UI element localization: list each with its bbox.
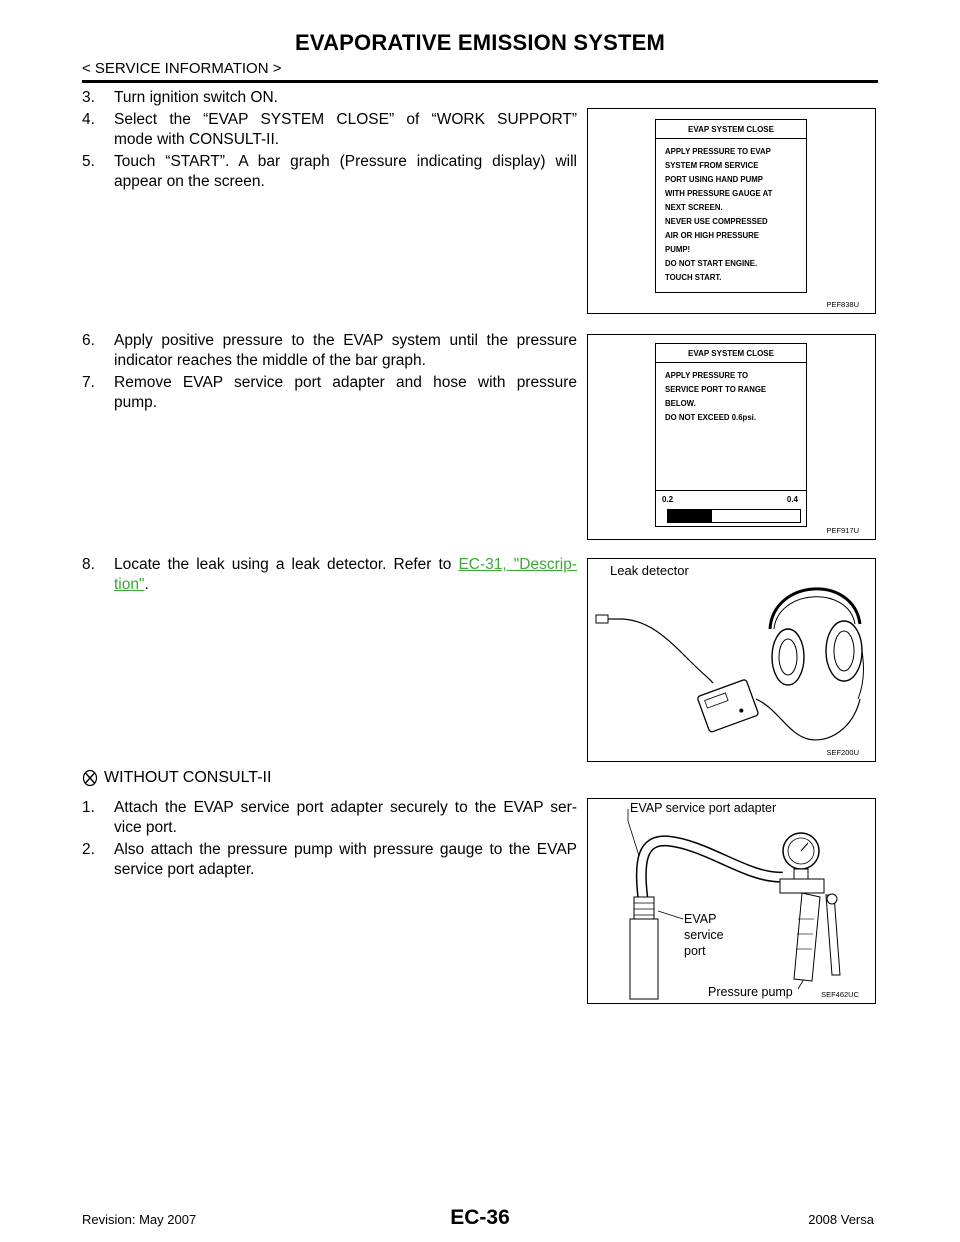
step-text: Turn ignition switch ON.	[114, 89, 278, 106]
step-text-cont: vice port.	[114, 819, 177, 836]
scale-max-label: 0.4	[786, 495, 798, 504]
screen-title: EVAP SYSTEM CLOSE	[656, 344, 806, 363]
pump-label: Pressure pump	[708, 985, 793, 999]
step-7	[82, 373, 577, 413]
step-text: Touch “START”. A bar graph (Pressure indicating display) will	[114, 153, 577, 170]
leak-detector-label: Leak detector	[610, 563, 689, 578]
port-label-line-3: port	[684, 944, 706, 958]
step-text: Remove EVAP service port adapter and hose with pressure	[114, 374, 577, 391]
step-8	[82, 555, 577, 595]
screen-line: WITH PRESSURE GAUGE AT	[665, 189, 773, 198]
screen-instructions	[656, 139, 806, 285]
ec-31-description-link[interactable]: EC-31, "Descrip-	[458, 556, 577, 573]
screen-line: TOUCH START.	[665, 273, 722, 282]
consult-screen	[655, 119, 807, 293]
ec-31-description-link-cont[interactable]: tion"	[114, 576, 145, 593]
screen-line: PORT USING HAND PUMP	[665, 175, 763, 184]
screen-line: NEXT SCREEN.	[665, 203, 723, 212]
screen-title: EVAP SYSTEM CLOSE	[656, 120, 806, 139]
step-text-cont: appear on the screen.	[114, 173, 265, 190]
step-number: 6.	[82, 332, 95, 349]
pump-adapter-illustration	[588, 799, 875, 1003]
step-text: Apply positive pressure to the EVAP system until the pressure	[114, 332, 577, 349]
figure-id: PEF917U	[826, 526, 859, 535]
step-text-cont: pump.	[114, 394, 158, 411]
screen-line: BELOW.	[665, 399, 696, 408]
figure-id: SEF200U	[826, 748, 859, 757]
step-number: 2.	[82, 841, 95, 858]
screen-line: DO NOT EXCEED 0.6psi.	[665, 413, 756, 422]
step-text: Also attach the pressure pump with pressure gauge to the EVAP	[114, 841, 577, 858]
header-divider	[82, 80, 878, 83]
consult-screen	[655, 343, 807, 527]
screen-line: PUMP!	[665, 245, 691, 254]
screen-line: SERVICE PORT TO RANGE	[665, 385, 767, 394]
figure-id: PEF838U	[826, 300, 859, 309]
figure-pef838u	[587, 108, 876, 314]
screen-line: APPLY PRESSURE TO EVAP	[665, 147, 771, 156]
no-consult-icon	[82, 769, 98, 787]
step-number: 4.	[82, 111, 95, 128]
port-label-line-2: service	[684, 928, 724, 942]
step-number: 1.	[82, 799, 95, 816]
revision-date: Revision: May 2007	[82, 1212, 197, 1227]
step-number: 5.	[82, 153, 95, 170]
step-number: 3.	[82, 89, 95, 106]
step-text: Locate the leak using a leak detector. Refer to	[114, 556, 459, 573]
scale-divider	[656, 490, 806, 491]
step-text: Attach the EVAP service port adapter securely to the EVAP ser-	[114, 799, 577, 816]
step-text-cont: service port adapter.	[114, 861, 255, 878]
step-b-1	[82, 798, 577, 838]
step-4	[82, 110, 577, 150]
step-text: Select the “EVAP SYSTEM CLOSE” of “WORK SUPPORT”	[114, 111, 577, 128]
screen-line: SYSTEM FROM SERVICE	[665, 161, 759, 170]
pressure-bar-graph	[667, 509, 801, 523]
scale-min-label: 0.2	[662, 495, 674, 504]
step-6	[82, 331, 577, 371]
step-text-cont: mode with CONSULT-II.	[114, 131, 280, 148]
step-5	[82, 152, 577, 192]
step-number: 8.	[82, 556, 95, 573]
adapter-label: EVAP service port adapter	[630, 801, 777, 815]
section-heading-label: WITHOUT CONSULT-II	[104, 769, 272, 786]
page-title: EVAPORATIVE EMISSION SYSTEM	[294, 30, 666, 55]
screen-line: DO NOT START ENGINE.	[665, 259, 758, 268]
screen-line: NEVER USE COMPRESSED	[665, 217, 768, 226]
step-number: 7.	[82, 374, 95, 391]
page-number: EC-36	[450, 1206, 510, 1229]
figure-id: SEF462UC	[821, 990, 859, 999]
vehicle-model: 2008 Versa	[808, 1212, 874, 1227]
port-label-line-1: EVAP	[684, 912, 717, 926]
step-3	[82, 88, 577, 108]
screen-line: AIR OR HIGH PRESSURE	[665, 231, 760, 240]
pressure-bar-fill	[668, 510, 712, 522]
figure-sef462uc	[587, 798, 876, 1004]
step-b-2	[82, 840, 577, 880]
leak-detector-illustration	[588, 559, 875, 761]
section-heading	[82, 769, 271, 787]
section-breadcrumb: < SERVICE INFORMATION >	[82, 60, 282, 77]
step-text-cont: indicator reaches the middle of the bar graph.	[114, 352, 426, 369]
screen-instructions	[656, 363, 806, 425]
figure-pef917u	[587, 334, 876, 540]
screen-line: APPLY PRESSURE TO	[665, 371, 749, 380]
step-text-period: .	[144, 576, 149, 593]
figure-sef200u	[587, 558, 876, 762]
